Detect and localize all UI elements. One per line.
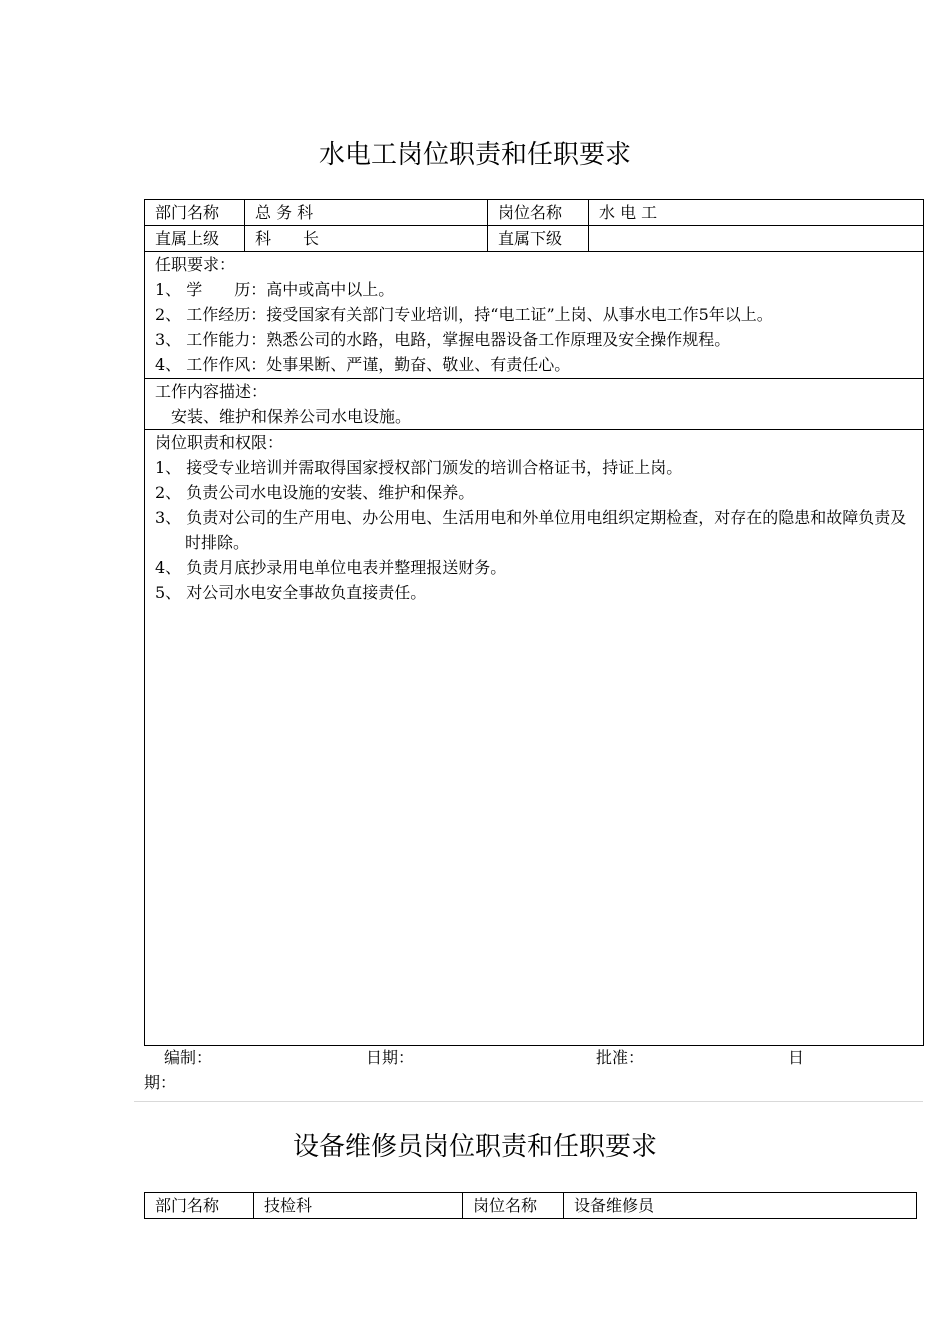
duty-item: 2、 负责公司水电设施的安装、维护和保养。 <box>155 483 475 502</box>
duties-cell <box>145 430 924 1046</box>
requirements-heading: 任职要求： <box>155 255 236 274</box>
requirement-item: 1、 学 历：高中或高中以上。 <box>155 280 395 299</box>
duty-item: 4、 负责月底抄录用电单位电表并整理报送财务。 <box>155 558 507 577</box>
dept-label: 部门名称 <box>145 200 245 226</box>
dept-value: 技检科 <box>254 1193 463 1219</box>
date-label-part: 期： <box>144 1073 177 1092</box>
page-divider <box>134 1101 923 1102</box>
approved-by-label: 批准： <box>596 1048 645 1067</box>
duty-item: 1、 接受专业培训并需取得国家授权部门颁发的培训合格证书，持证上岗。 <box>155 458 683 477</box>
job-table-maintenance <box>144 1192 917 1219</box>
subordinate-value <box>589 226 924 252</box>
dept-label: 部门名称 <box>145 1193 254 1219</box>
table-row <box>145 226 924 252</box>
superior-label: 直属上级 <box>145 226 245 252</box>
table-row <box>145 1193 917 1219</box>
dept-value: 总 务 科 <box>245 200 488 226</box>
page-title: 水电工岗位职责和任职要求 <box>318 140 631 170</box>
requirement-item: 2、 工作经历：接受国家有关部门专业培训，持“电工证”上岗、从事水电工作5年以上。 <box>155 305 773 324</box>
table-row <box>145 379 924 430</box>
superior-value: 科 长 <box>245 226 488 252</box>
date-label-part: 日 <box>788 1048 805 1067</box>
requirements-cell <box>145 252 924 379</box>
position-value: 水 电 工 <box>589 200 924 226</box>
date-label: 日期： <box>366 1048 415 1067</box>
position-label: 岗位名称 <box>463 1193 564 1219</box>
page-title: 设备维修员岗位职责和任职要求 <box>292 1132 657 1162</box>
table-row <box>145 200 924 226</box>
prepared-by-label: 编制： <box>164 1048 213 1067</box>
table-row <box>145 252 924 379</box>
content-cell <box>145 379 924 430</box>
requirement-item: 3、 工作能力：熟悉公司的水路，电路，掌握电器设备工作原理及安全操作规程。 <box>155 330 731 349</box>
requirement-item: 4、 工作作风：处事果断、严谨，勤奋、敬业、有责任心。 <box>155 355 571 374</box>
job-table-electrician <box>144 199 924 1046</box>
duties-heading: 岗位职责和权限： <box>155 433 284 452</box>
position-value: 设备维修员 <box>564 1193 917 1219</box>
duty-item: 5、 对公司水电安全事故负直接责任。 <box>155 583 427 602</box>
position-label: 岗位名称 <box>488 200 589 226</box>
content-text: 安装、维护和保养公司水电设施。 <box>171 407 412 426</box>
duty-item: 3、 负责对公司的生产用电、办公用电、生活用电和外单位用电组织定期检查，对存在的隐患和故障负责及时排除。 <box>155 508 907 552</box>
subordinate-label: 直属下级 <box>488 226 589 252</box>
table-row <box>145 430 924 1046</box>
content-heading: 工作内容描述： <box>155 382 268 401</box>
